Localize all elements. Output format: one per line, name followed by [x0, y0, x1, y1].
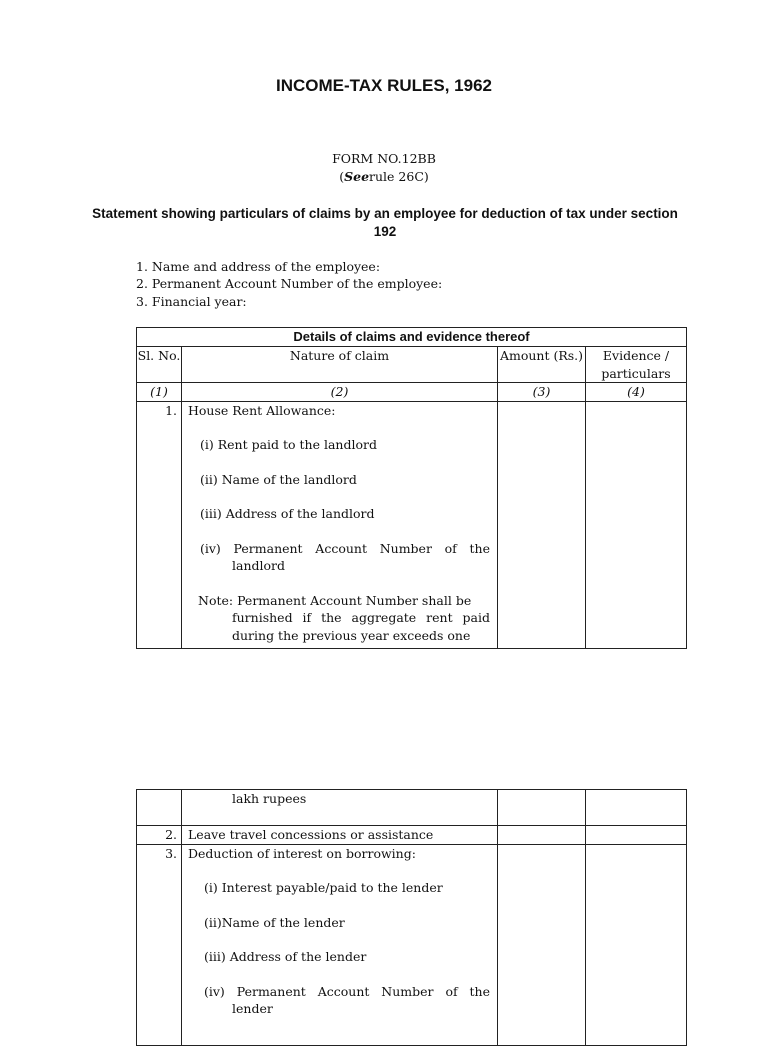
table-row — [137, 790, 687, 826]
row-2-evidence — [586, 826, 687, 845]
rule-reference — [0, 169, 768, 184]
col-number-1: (1) — [137, 383, 182, 402]
row-2-amount — [498, 826, 586, 845]
col-number-2: (2) — [182, 383, 498, 402]
col-number-4: (4) — [586, 383, 687, 402]
row-2-sl: 2. — [137, 826, 182, 845]
row-1-heading: House Rent Allowance: — [188, 402, 336, 418]
row-1-evidence-continued — [586, 790, 687, 826]
field-financial-year: 3. Financial year: — [136, 294, 247, 309]
field-employee-pan: 2. Permanent Account Number of the employee: — [136, 276, 443, 291]
row-1-item: (iii) Address of the landlord — [200, 506, 375, 521]
row-3-item: (ii)Name of the lender — [204, 914, 345, 930]
table-header-row — [137, 347, 687, 383]
document-title: INCOME-TAX RULES, 1962 — [275, 76, 492, 95]
header-nature-of-claim: Nature of claim — [182, 347, 498, 383]
column-number-row — [137, 383, 687, 402]
row-1-note-line2: furnished if the aggregate rent paid during the previous year exceeds one — [232, 610, 490, 643]
row-3-item: (iii) Address of the lender — [204, 949, 367, 964]
row-1-item — [188, 540, 490, 575]
rule-prefix: ( — [339, 169, 345, 184]
row-1-sl: 1. — [137, 401, 182, 648]
claims-table-part-1 — [136, 327, 687, 649]
row-1-amount-continued — [498, 790, 586, 826]
header-evidence: Evidence / particulars — [586, 347, 687, 383]
row-3-amount — [498, 844, 586, 1045]
row-1-item: (i) Rent paid to the landlord — [200, 437, 377, 452]
table-row — [137, 401, 687, 648]
row-3-heading: Deduction of interest on borrowing: — [188, 845, 416, 861]
row-1-nature — [182, 401, 498, 648]
col-number-3: (3) — [498, 383, 586, 402]
table-row — [137, 844, 687, 1045]
row-3-item — [188, 983, 490, 1018]
table-caption: Details of claims and evidence thereof — [137, 328, 687, 347]
row-1-note-line1: Note: Permanent Account Number shall be — [198, 592, 472, 608]
statement-heading: Statement showing particulars of claims by an employee for deduction of tax under section 192 — [92, 206, 678, 239]
row-2-nature: Leave travel concessions or assistance — [182, 826, 498, 845]
row-1-note-continued: lakh rupees — [232, 791, 307, 806]
row-1-nature-continued — [182, 790, 498, 826]
row-1-amount — [498, 401, 586, 648]
row-1-item-pan: (iv) Permanent Account Number of the landlord — [200, 540, 490, 573]
row-3-sl: 3. — [137, 844, 182, 1045]
row-1-evidence — [586, 401, 687, 648]
row-3-item-pan: (iv) Permanent Account Number of the lender — [204, 983, 490, 1016]
table-caption-row — [137, 328, 687, 347]
table-row — [137, 826, 687, 845]
row-3-evidence — [586, 844, 687, 1045]
header-amount: Amount (Rs.) — [498, 347, 586, 383]
claims-table-part-2 — [136, 789, 687, 1046]
header-sl-no: Sl. No. — [137, 347, 182, 383]
form-number: FORM NO.12BB — [332, 151, 436, 166]
rule-see: See — [344, 169, 370, 184]
row-3-nature — [182, 844, 498, 1045]
field-employee-name: 1. Name and address of the employee: — [136, 259, 381, 274]
row-3-item: (i) Interest payable/paid to the lender — [204, 880, 443, 895]
rule-rest: rule 26C) — [369, 169, 429, 184]
row-1-item: (ii) Name of the landlord — [200, 471, 357, 487]
row-1-sl-continued — [137, 790, 182, 826]
